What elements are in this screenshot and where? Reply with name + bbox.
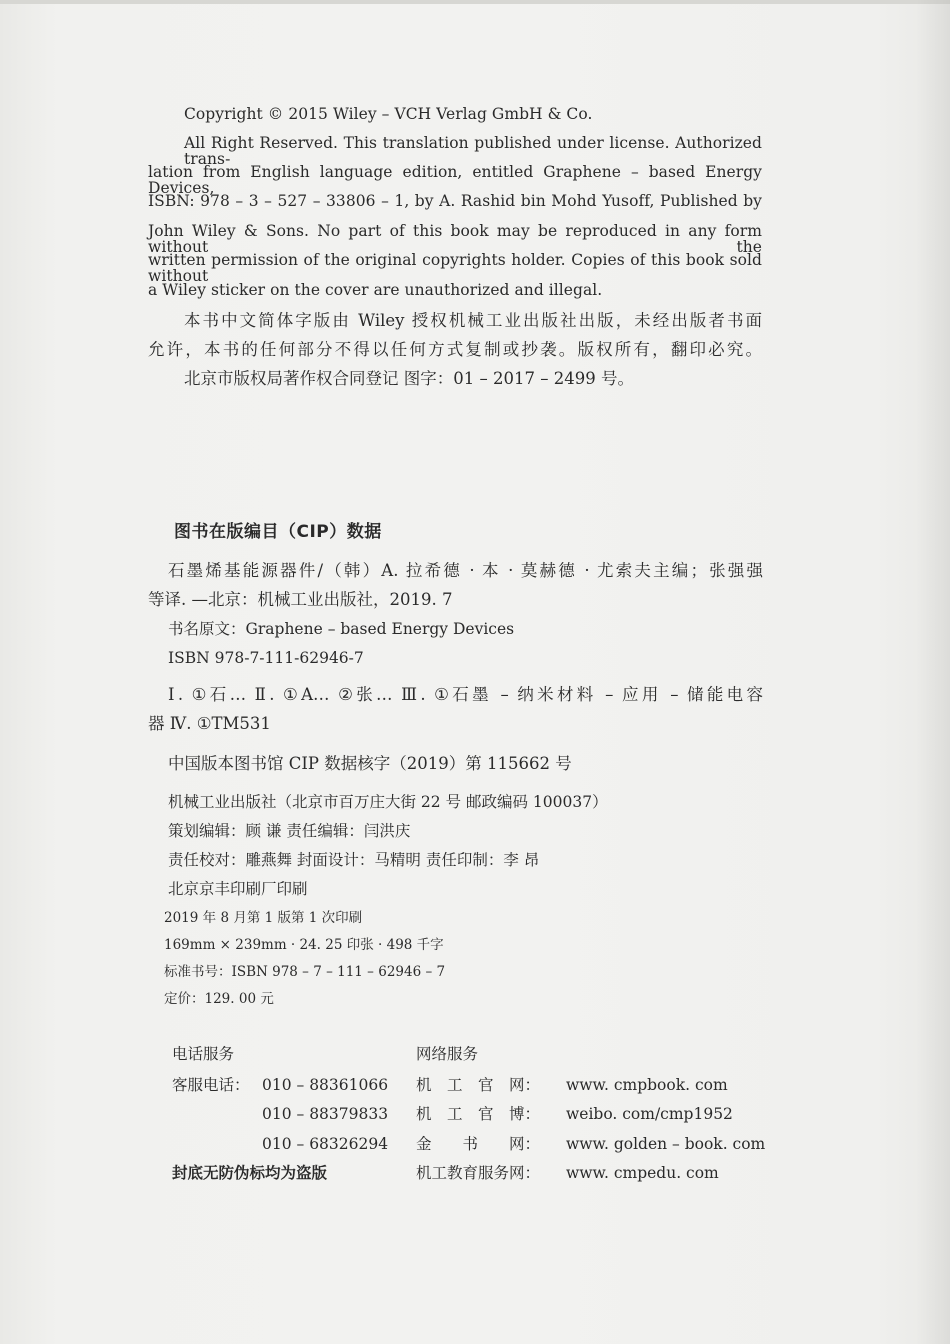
cip-classification-line-1: Ⅰ. ①石… Ⅱ. ①A… ②张… Ⅲ. ①石墨 – 纳米材料 – 应用 – 储能电容 [168,685,763,704]
copyright-line-4: ISBN: 978 – 3 – 527 – 33806 – 1, by A. Rashid bin Mohd Yusoff, Published by [148,192,762,210]
imprint-proofreading: 责任校对：雕燕舞 封面设计：马精明 责任印制：李 昂 [168,851,540,869]
cip-heading: 图书在版编目（CIP）数据 [174,522,382,542]
copyright-line-1: Copyright © 2015 Wiley – VCH Verlag GmbH & Co. [184,105,593,123]
phone-service-header: 电话服务 [172,1045,235,1063]
cip-line-1: 石墨烯基能源器件/（韩）A. 拉希德 · 本 · 莫赫德 · 尤索夫主编；张强强 [168,561,763,580]
phone-number-1: 010 – 88361066 [262,1076,389,1094]
phone-number-2: 010 – 88379833 [262,1105,389,1123]
cip-original-title: 书名原文：Graphene – based Energy Devices [168,620,515,638]
anti-piracy-notice: 封底无防伪标均为盗版 [172,1164,328,1182]
cip-line-2: 等译. —北京：机械工业出版社，2019. 7 [148,590,453,609]
page-top-edge [0,0,950,4]
net-label-education: 机工教育服务网： [416,1164,541,1182]
copyright-cn-line-1: 本书中文简体字版由 Wiley 授权机械工业出版社出版，未经出版者书面 [184,311,762,330]
phone-number-3: 010 – 68326294 [262,1135,389,1153]
copyright-line-5: John Wiley & Sons. No part of this book may be reproduced in any form without the [148,222,762,256]
net-value-official-site: www. cmpbook. com [566,1076,728,1094]
imprint-price: 定价：129. 00 元 [164,991,274,1007]
net-label-weibo: 机 工 官 博： [416,1105,541,1123]
copyright-line-2: All Right Reserved. This translation published under license. Authorized trans- [184,134,762,168]
copyright-line-7: a Wiley sticker on the cover are unauthorized and illegal. [148,281,603,299]
net-label-golden-book: 金 书 网： [416,1135,541,1153]
net-value-education: www. cmpedu. com [566,1164,719,1182]
page-right-shadow [916,0,950,1344]
phone-label: 客服电话： [172,1076,250,1094]
imprint-printer: 北京京丰印刷厂印刷 [168,880,308,898]
copyright-line-6: written permission of the original copyrights holder. Copies of this book sold without [148,251,762,285]
imprint-edition: 2019 年 8 月第 1 版第 1 次印刷 [164,910,363,926]
cip-classification-line-2: 器 Ⅳ. ①TM531 [148,714,271,733]
copyright-registration: 北京市版权局著作权合同登记 图字：01 – 2017 – 2499 号。 [184,369,634,388]
net-label-official-site: 机 工 官 网： [416,1076,541,1094]
net-value-golden-book: www. golden – book. com [566,1135,766,1153]
imprint-format: 169mm × 239mm · 24. 25 印张 · 498 千字 [164,937,444,953]
net-service-header: 网络服务 [416,1045,479,1063]
cip-record-number: 中国版本图书馆 CIP 数据核字（2019）第 115662 号 [168,754,572,773]
copyright-line-3: lation from English language edition, entitled Graphene – based Energy Devices, [148,163,762,197]
copyright-cn-line-2: 允许，本书的任何部分不得以任何方式复制或抄袭。版权所有，翻印必究。 [148,340,762,359]
imprint-isbn: 标准书号：ISBN 978 – 7 – 111 – 62946 – 7 [164,964,446,980]
imprint-editors: 策划编辑：顾 谦 责任编辑：闫洪庆 [168,822,411,840]
cip-isbn: ISBN 978-7-111-62946-7 [168,649,364,667]
net-value-weibo: weibo. com/cmp1952 [566,1105,733,1123]
imprint-publisher: 机械工业出版社（北京市百万庄大街 22 号 邮政编码 100037） [168,793,608,811]
